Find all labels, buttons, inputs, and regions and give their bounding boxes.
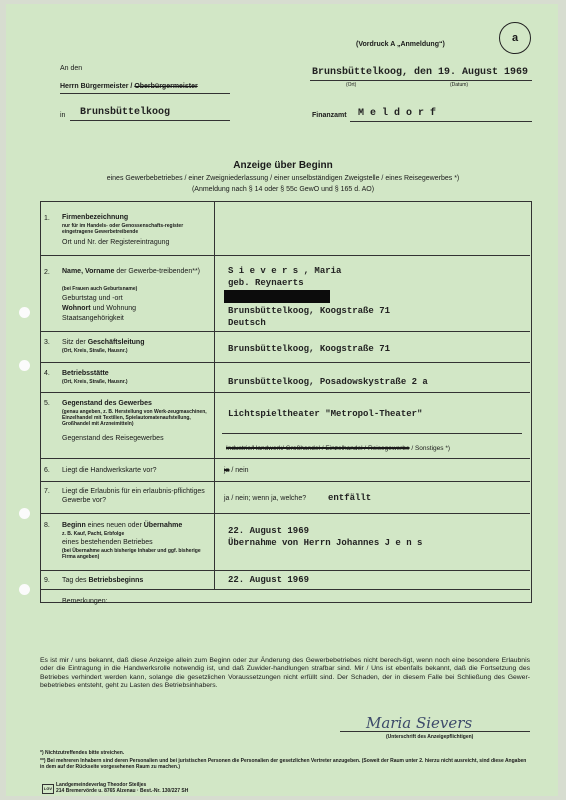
business-type-options [226, 445, 450, 452]
row-number: 8. [44, 522, 50, 529]
betriebsbeginn-value: 22. August 1969 [228, 575, 310, 585]
signature: Maria Sievers [366, 714, 473, 732]
struck-options: Industrie/Handwerk/ Großhandel / Einzelhandel / Reisegewerbe [226, 445, 410, 452]
row-number: 3. [44, 339, 50, 346]
punch-hole [19, 360, 30, 371]
recipient-label: Herrn Bürgermeister / [60, 83, 135, 90]
signature-caption: (Unterschrift des Anzeigepflichtigen) [386, 734, 474, 740]
finanzamt-value: M e l d o r f [358, 108, 437, 119]
geburtstag-label: Geburtstag und -ort [62, 295, 123, 302]
publisher-logo: LGV [42, 784, 54, 794]
row-divider [40, 255, 530, 256]
birthname-value: geb. Reynaerts [228, 278, 304, 288]
row-divider [40, 513, 530, 514]
form-legal-basis: (Anmeldung nach § 14 oder § 55c GewO und § 165 d. AO) [191, 186, 375, 193]
punch-hole [19, 508, 30, 519]
name-value: S i e v e r s , Maria [228, 266, 342, 276]
redaction-bar [224, 290, 330, 303]
signature-line [340, 731, 530, 732]
gegenstand-value: Lichtspieltheater "Metropol-Theater" [228, 409, 423, 419]
betriebsbeginn-label: Tag des Betriebsbeginns [62, 577, 144, 584]
handwerkskarte-label: Liegt die Handwerkskarte vor? [62, 467, 157, 474]
form-type: (Vordruck A „Anmeldung“) [356, 41, 445, 48]
name-label: Name, Vorname der Gewerbe-treibenden**) [62, 268, 200, 275]
reisegewerbe-label: Gegenstand des Reisegewerbes [62, 435, 164, 442]
footnote-1: *) Nichtzutreffendes bitte streichen. [40, 750, 125, 756]
publisher-address: 214 Bremervörde u. 8765 Alzenau · Best.-Nr. 130/227 SH [56, 788, 189, 794]
nationality-value: Deutsch [228, 318, 266, 328]
punch-hole [19, 584, 30, 595]
beginn-value: 22. August 1969 [228, 526, 310, 536]
ort-caption: (Ort) [346, 82, 357, 88]
wohnort-label: Wohnort und Wohnung [62, 305, 137, 312]
column-divider [214, 201, 215, 589]
row-divider [40, 392, 530, 393]
place-date-value: Brunsbüttelkoog, den 19. August 1969 [312, 67, 529, 78]
divider [350, 121, 532, 122]
in-label: in [60, 112, 66, 119]
location-value: Brunsbüttelkoog [80, 107, 171, 118]
row-number: 2. [44, 269, 50, 276]
geschaeftsleitung-label: Sitz der Geschäftsleitung [62, 339, 145, 346]
wohnort-value: Brunsbüttelkoog, Koogstraße 71 [228, 306, 391, 316]
form-subtitle: eines Gewerbebetriebes / einer Zweigniederlassung / einer unselbständigen Zweigstelle / eines Reisegewerbes *) [106, 175, 460, 182]
recipient-line [60, 83, 198, 90]
betriebsstaette-value: Brunsbüttelkoog, Posadowskystraße 2 a [228, 377, 428, 387]
address-note: (Ort, Kreis, Straße, Hausnr.) [62, 348, 128, 354]
datum-caption: (Datum) [450, 82, 469, 88]
register-note: nur für im Handels- oder Genossenschafts-register eingetragene Gewerbetreibende [62, 223, 184, 235]
bemerkungen-label: Bemerkungen: [62, 598, 108, 605]
address-note: (Ort, Kreis, Straße, Hausnr.) [62, 379, 128, 385]
register-label: Ort und Nr. der Registereintragung [62, 239, 170, 246]
row-number: 7. [44, 488, 50, 495]
punch-hole [19, 307, 30, 318]
an-den-label: An den [60, 65, 83, 72]
beginn-label: Beginn eines neuen oder Übernahme [62, 522, 183, 529]
divider [60, 93, 230, 94]
form-letter-badge: a [499, 22, 531, 54]
uebernahme-note: (bei Übernahme auch bisherige Inhaber und ggf. bisherige Firma angeben) [62, 548, 201, 560]
row-divider [40, 589, 530, 590]
row-divider [40, 331, 530, 332]
geschaeftsleitung-value: Brunsbüttelkoog, Koogstraße 71 [228, 344, 391, 354]
betriebsstaette-label: Betriebsstätte [62, 370, 109, 377]
row-divider [40, 458, 530, 459]
gegenstand-note: (genau angeben, z. B. Herstellung von Werk-zeugmaschinen, Einzelhandel mit Textilien, Spielautomatenaufstellung, Großhandel mit Arzneimitteln) [62, 409, 207, 427]
row-divider [40, 570, 530, 571]
row-number: 4. [44, 370, 50, 377]
erlaubnis-prompt: ja / nein; wenn ja, welche? [224, 495, 307, 502]
divider [70, 120, 230, 121]
uebernahme-value: Übernahme von Herrn Johannes J e n s [228, 538, 423, 548]
staatsangehoerigkeit-label: Staatsangehörigkeit [62, 315, 124, 322]
row-number: 1. [44, 215, 50, 222]
publisher-name: Landgemeindeverlag Theodor Steiljes [56, 782, 147, 788]
gegenstand-label: Gegenstand des Gewerbes [62, 400, 152, 407]
erlaubnis-value: entfällt [328, 493, 372, 503]
recipient-struck: Oberbürgermeister [134, 83, 198, 90]
row-number: 5. [44, 400, 50, 407]
erlaubnis-label: Liegt die Erlaubnis für ein erlaubnis-pflichtiges Gewerbe vor? [62, 488, 205, 504]
row-divider [40, 362, 530, 363]
divider [222, 433, 522, 434]
finanzamt-label: Finanzamt [312, 112, 347, 119]
handwerkskarte-answer: ja / nein [224, 467, 249, 474]
geburtsname-note: (bei Frauen auch Geburtsname) [62, 286, 138, 292]
divider [310, 80, 532, 81]
row-number: 6. [44, 467, 50, 474]
kauf-pacht-note: z. B. Kauf, Pacht, Erbfolge [62, 531, 125, 537]
sonstiges-option: / Sonstiges *) [411, 445, 451, 452]
bestehender-betrieb-label: eines bestehenden Betriebes [62, 539, 153, 546]
legal-notice: Es ist mir / uns bekannt, daß diese Anzeige allein zum Beginn oder zur Änderung des Gewerbebetriebes nicht berech-tigt, wenn noch eine besondere Erlaubnis oder die Eintragung in die Handwerksrolle notwendig ist, und daß Zuwider-handlungen strafbar sind. Mir / Uns ist ebenfalls bekannt, daß die Fortsetzung des Betriebes verhindert werden kann, solange die gesetzlichen Voraussetzungen nicht erfüllt sind. Der Schaden, der in diesem Falle bei Schließung des Gewer-bebetriebes entsteht, geht zu Lasten des Betriebsinhabers. [40, 657, 530, 689]
footnote-2: **) Bei mehreren Inhabern sind deren Personalien und bei juristischen Personen die Personalien der gesetzlichen Vertreter anzugeben. (Soweit der Raum unter 2. hierzu nicht ausreicht, sind diese Angaben in dem auf der Rückseite vorgesehenen Raum zu machen.) [40, 758, 527, 770]
firmenbezeichnung-label: Firmenbezeichnung [62, 214, 129, 221]
row-divider [40, 481, 530, 482]
form-title: Anzeige über Beginn [233, 160, 333, 171]
row-number: 9. [44, 577, 50, 584]
